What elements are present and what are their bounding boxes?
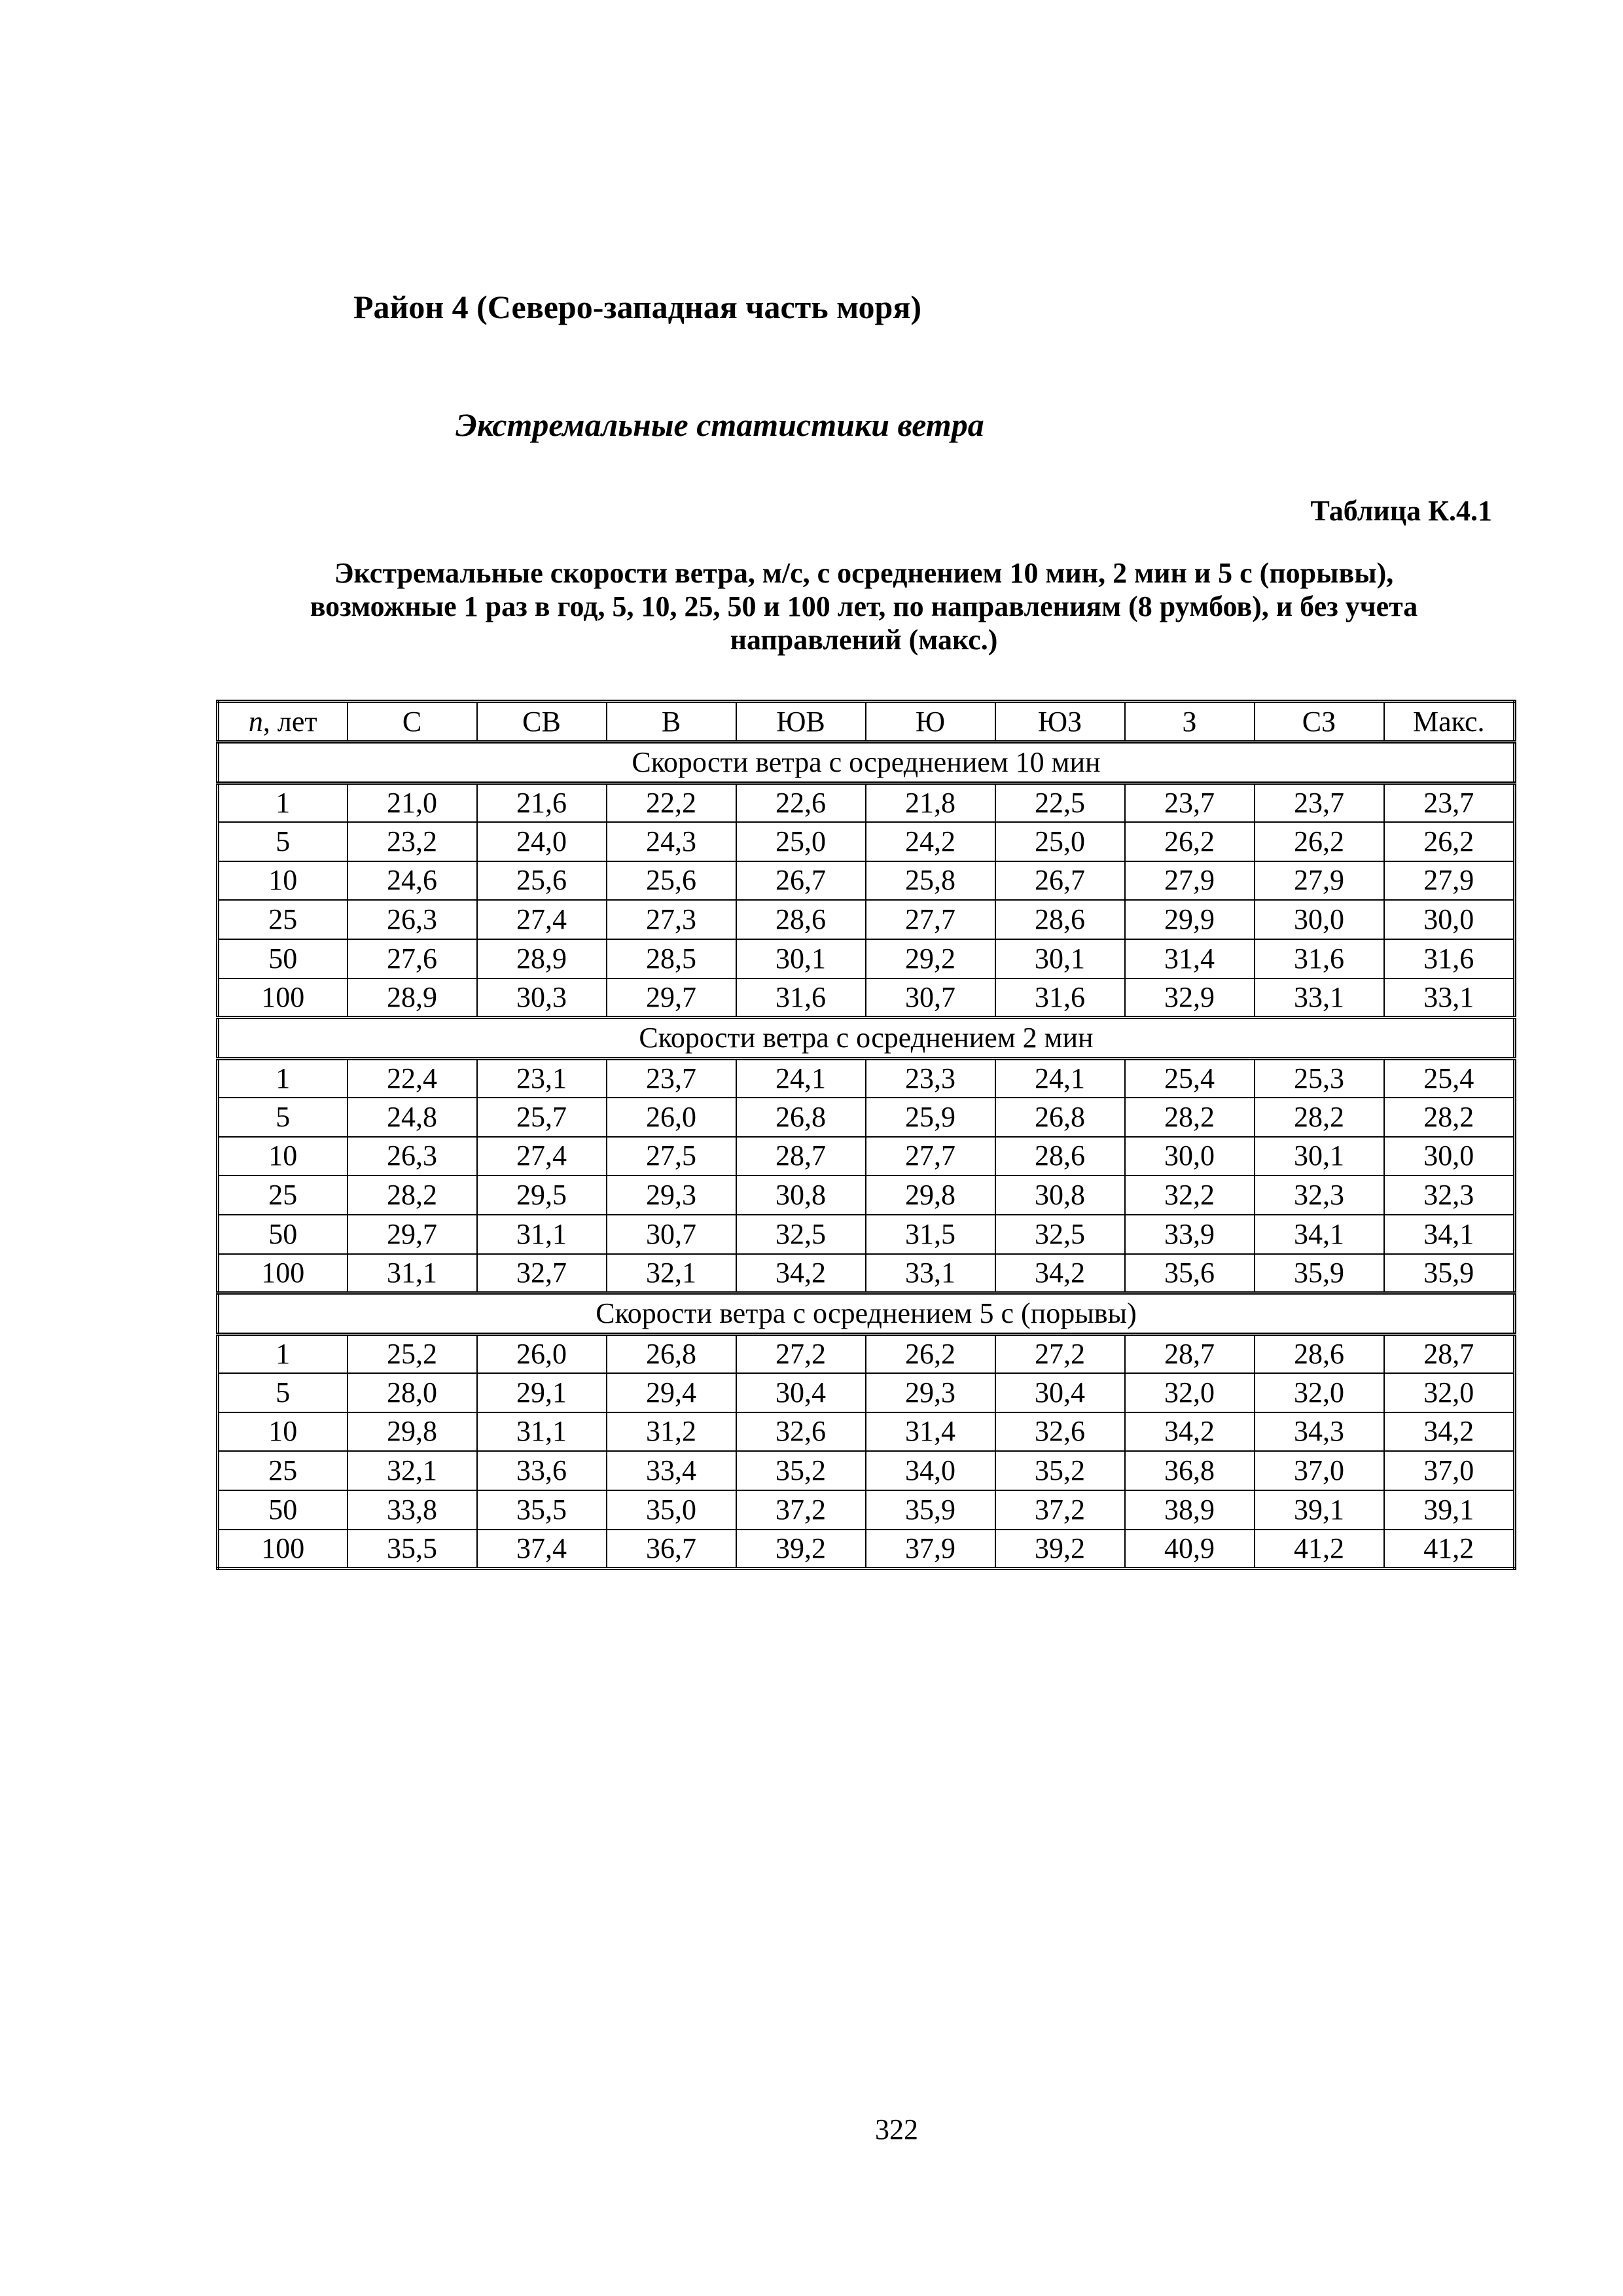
table-row (218, 1215, 1515, 1254)
value-cell: 26,7 (736, 861, 866, 901)
value-cell: 26,2 (1255, 822, 1384, 861)
value-cell: 26,0 (607, 1098, 736, 1137)
value-cell: 33,1 (866, 1254, 995, 1293)
value-cell: 31,6 (1255, 939, 1384, 978)
section-row (218, 742, 1515, 783)
value-cell: 30,4 (736, 1373, 866, 1412)
value-cell: 26,3 (348, 1137, 477, 1176)
value-cell: 34,2 (736, 1254, 866, 1293)
value-cell: 30,3 (477, 978, 607, 1018)
value-cell: 29,5 (477, 1175, 607, 1215)
value-cell: 21,6 (477, 783, 607, 822)
value-cell: 36,8 (1125, 1451, 1255, 1490)
value-cell: 28,0 (348, 1373, 477, 1412)
value-cell: 39,1 (1384, 1490, 1515, 1530)
return-period-cell: 50 (218, 1490, 348, 1530)
table-row (218, 1175, 1515, 1215)
value-cell: 32,0 (1125, 1373, 1255, 1412)
value-cell: 32,0 (1384, 1373, 1515, 1412)
value-cell: 30,0 (1384, 1137, 1515, 1176)
value-cell: 28,7 (1125, 1334, 1255, 1373)
value-cell: 24,2 (866, 822, 995, 861)
section-row (218, 1293, 1515, 1334)
table-row (218, 1098, 1515, 1137)
return-period-cell: 1 (218, 783, 348, 822)
value-cell: 35,9 (1384, 1254, 1515, 1293)
value-cell: 31,2 (607, 1412, 736, 1452)
return-period-cell: 50 (218, 939, 348, 978)
value-cell: 34,1 (1255, 1215, 1384, 1254)
value-cell: 33,1 (1255, 978, 1384, 1018)
table-header-row (218, 702, 1515, 742)
return-period-cell: 25 (218, 1175, 348, 1215)
value-cell: 28,7 (736, 1137, 866, 1176)
value-cell: 32,9 (1125, 978, 1255, 1018)
page-heading: Район 4 (Северо-западная часть моря) (353, 289, 922, 325)
value-cell: 33,9 (1125, 1215, 1255, 1254)
value-cell: 31,6 (736, 978, 866, 1018)
value-cell: 33,8 (348, 1490, 477, 1530)
value-cell: 39,2 (995, 1530, 1125, 1569)
value-cell: 27,4 (477, 1137, 607, 1176)
value-cell: 26,2 (1384, 822, 1515, 861)
table-row (218, 1530, 1515, 1569)
value-cell: 33,6 (477, 1451, 607, 1490)
value-cell: 35,5 (348, 1530, 477, 1569)
return-period-cell: 100 (218, 1530, 348, 1569)
value-cell: 27,5 (607, 1137, 736, 1176)
table-caption (216, 556, 1512, 656)
value-cell: 21,0 (348, 783, 477, 822)
value-cell: 24,1 (736, 1058, 866, 1098)
value-cell: 25,4 (1384, 1058, 1515, 1098)
value-cell: 34,2 (1125, 1412, 1255, 1452)
value-cell: 27,7 (866, 900, 995, 939)
return-period-cell: 25 (218, 1451, 348, 1490)
value-cell: 34,2 (995, 1254, 1125, 1293)
value-cell: 29,8 (348, 1412, 477, 1452)
value-cell: 35,2 (736, 1451, 866, 1490)
value-cell: 29,1 (477, 1373, 607, 1412)
value-cell: 24,8 (348, 1098, 477, 1137)
value-cell: 31,6 (995, 978, 1125, 1018)
value-cell: 35,9 (866, 1490, 995, 1530)
value-cell: 37,0 (1384, 1451, 1515, 1490)
section-title: Скорости ветра с осреднением 10 мин (218, 742, 1515, 783)
value-cell: 23,2 (348, 822, 477, 861)
table-row (218, 783, 1515, 822)
value-cell: 26,8 (995, 1098, 1125, 1137)
value-cell: 29,3 (607, 1175, 736, 1215)
value-cell: 30,1 (995, 939, 1125, 978)
value-cell: 25,6 (477, 861, 607, 901)
value-cell: 23,1 (477, 1058, 607, 1098)
value-cell: 28,6 (995, 1137, 1125, 1176)
value-cell: 24,3 (607, 822, 736, 861)
value-cell: 37,2 (995, 1490, 1125, 1530)
value-cell: 31,4 (1125, 939, 1255, 978)
value-cell: 40,9 (1125, 1530, 1255, 1569)
value-cell: 34,1 (1384, 1215, 1515, 1254)
value-cell: 25,7 (477, 1098, 607, 1137)
table-row (218, 861, 1515, 901)
value-cell: 22,4 (348, 1058, 477, 1098)
n-suffix: , лет (262, 705, 317, 738)
value-cell: 30,1 (736, 939, 866, 978)
value-cell: 32,3 (1384, 1175, 1515, 1215)
column-header: СВ (477, 702, 607, 742)
value-cell: 41,2 (1384, 1530, 1515, 1569)
value-cell: 38,9 (1125, 1490, 1255, 1530)
value-cell: 32,3 (1255, 1175, 1384, 1215)
value-cell: 23,3 (866, 1058, 995, 1098)
value-cell: 35,0 (607, 1490, 736, 1530)
value-cell: 34,2 (1384, 1412, 1515, 1452)
value-cell: 22,5 (995, 783, 1125, 822)
return-period-cell: 100 (218, 1254, 348, 1293)
return-period-cell: 1 (218, 1058, 348, 1098)
column-header: ЮВ (736, 702, 866, 742)
value-cell: 22,6 (736, 783, 866, 822)
return-period-cell: 100 (218, 978, 348, 1018)
caption-line: Экстремальные скорости ветра, м/с, с осреднением 10 мин, 2 мин и 5 с (порывы), (334, 557, 1394, 589)
return-period-cell: 5 (218, 822, 348, 861)
value-cell: 30,8 (736, 1175, 866, 1215)
value-cell: 30,0 (1384, 900, 1515, 939)
value-cell: 34,0 (866, 1451, 995, 1490)
value-cell: 27,4 (477, 900, 607, 939)
value-cell: 29,4 (607, 1373, 736, 1412)
value-cell: 27,6 (348, 939, 477, 978)
value-cell: 28,6 (995, 900, 1125, 939)
value-cell: 37,9 (866, 1530, 995, 1569)
value-cell: 37,4 (477, 1530, 607, 1569)
value-cell: 31,1 (348, 1254, 477, 1293)
value-cell: 25,8 (866, 861, 995, 901)
column-header: В (607, 702, 736, 742)
caption-line: возможные 1 раз в год, 5, 10, 25, 50 и 100 лет, по направлениям (8 румбов), и без учета (310, 590, 1418, 622)
value-cell: 28,2 (1125, 1098, 1255, 1137)
value-cell: 27,2 (995, 1334, 1125, 1373)
value-cell: 39,2 (736, 1530, 866, 1569)
value-cell: 27,9 (1255, 861, 1384, 901)
value-cell: 32,2 (1125, 1175, 1255, 1215)
section-row (218, 1017, 1515, 1058)
value-cell: 31,5 (866, 1215, 995, 1254)
table-row (218, 1254, 1515, 1293)
n-symbol: n (248, 705, 263, 738)
value-cell: 29,7 (607, 978, 736, 1018)
table-row (218, 1490, 1515, 1530)
table-row (218, 939, 1515, 978)
page-number: 322 (875, 2113, 918, 2145)
value-cell: 36,7 (607, 1530, 736, 1569)
value-cell: 24,6 (348, 861, 477, 901)
value-cell: 28,2 (348, 1175, 477, 1215)
value-cell: 27,9 (1384, 861, 1515, 901)
value-cell: 28,2 (1255, 1098, 1384, 1137)
value-cell: 28,9 (348, 978, 477, 1018)
value-cell: 24,0 (477, 822, 607, 861)
column-header: ЮЗ (995, 702, 1125, 742)
value-cell: 32,6 (995, 1412, 1125, 1452)
value-cell: 25,4 (1125, 1058, 1255, 1098)
value-cell: 23,7 (1255, 783, 1384, 822)
value-cell: 32,7 (477, 1254, 607, 1293)
value-cell: 27,3 (607, 900, 736, 939)
return-period-cell: 5 (218, 1373, 348, 1412)
return-period-cell: 1 (218, 1334, 348, 1373)
caption-line: направлений (макс.) (730, 624, 998, 656)
value-cell: 34,3 (1255, 1412, 1384, 1452)
value-cell: 24,1 (995, 1058, 1125, 1098)
value-cell: 21,8 (866, 783, 995, 822)
value-cell: 39,1 (1255, 1490, 1384, 1530)
value-cell: 22,2 (607, 783, 736, 822)
value-cell: 26,8 (607, 1334, 736, 1373)
value-cell: 37,2 (736, 1490, 866, 1530)
return-period-cell: 5 (218, 1098, 348, 1137)
table-row (218, 978, 1515, 1018)
table-row (218, 1373, 1515, 1412)
value-cell: 35,6 (1125, 1254, 1255, 1293)
column-header: Макс. (1384, 702, 1515, 742)
value-cell: 29,8 (866, 1175, 995, 1215)
value-cell: 29,3 (866, 1373, 995, 1412)
column-header: З (1125, 702, 1255, 742)
value-cell: 29,2 (866, 939, 995, 978)
value-cell: 27,7 (866, 1137, 995, 1176)
value-cell: 33,1 (1384, 978, 1515, 1018)
value-cell: 32,0 (1255, 1373, 1384, 1412)
section-title: Скорости ветра с осреднением 2 мин (218, 1017, 1515, 1058)
value-cell: 31,4 (866, 1412, 995, 1452)
column-header: СЗ (1255, 702, 1384, 742)
value-cell: 25,0 (995, 822, 1125, 861)
table-body (218, 742, 1515, 1569)
value-cell: 33,4 (607, 1451, 736, 1490)
value-cell: 23,7 (1125, 783, 1255, 822)
table-row (218, 1412, 1515, 1452)
value-cell: 30,1 (1255, 1137, 1384, 1176)
value-cell: 28,9 (477, 939, 607, 978)
value-cell: 28,5 (607, 939, 736, 978)
table-row (218, 1451, 1515, 1490)
value-cell: 31,1 (477, 1412, 607, 1452)
value-cell: 28,6 (736, 900, 866, 939)
return-period-cell: 10 (218, 1412, 348, 1452)
value-cell: 26,0 (477, 1334, 607, 1373)
value-cell: 26,7 (995, 861, 1125, 901)
value-cell: 26,2 (1125, 822, 1255, 861)
value-cell: 30,0 (1125, 1137, 1255, 1176)
value-cell: 25,0 (736, 822, 866, 861)
value-cell: 32,5 (995, 1215, 1125, 1254)
table-number: Таблица К.4.1 (1310, 495, 1492, 527)
table-row (218, 1137, 1515, 1176)
value-cell: 30,8 (995, 1175, 1125, 1215)
value-cell: 41,2 (1255, 1530, 1384, 1569)
table-row (218, 900, 1515, 939)
value-cell: 28,2 (1384, 1098, 1515, 1137)
wind-speed-table (216, 700, 1516, 1570)
value-cell: 30,4 (995, 1373, 1125, 1412)
value-cell: 35,5 (477, 1490, 607, 1530)
value-cell: 31,1 (477, 1215, 607, 1254)
return-period-cell: 10 (218, 861, 348, 901)
value-cell: 28,7 (1384, 1334, 1515, 1373)
value-cell: 26,3 (348, 900, 477, 939)
value-cell: 25,9 (866, 1098, 995, 1137)
return-period-cell: 50 (218, 1215, 348, 1254)
value-cell: 30,7 (866, 978, 995, 1018)
page-subheading: Экстремальные статистики ветра (455, 406, 984, 443)
table-row (218, 1058, 1515, 1098)
section-title: Скорости ветра с осреднением 5 с (порывы) (218, 1293, 1515, 1334)
value-cell: 25,6 (607, 861, 736, 901)
value-cell: 29,9 (1125, 900, 1255, 939)
table-row (218, 822, 1515, 861)
return-period-cell: 25 (218, 900, 348, 939)
value-cell: 28,6 (1255, 1334, 1384, 1373)
value-cell: 32,6 (736, 1412, 866, 1452)
value-cell: 30,0 (1255, 900, 1384, 939)
value-cell: 32,1 (607, 1254, 736, 1293)
return-period-cell: 10 (218, 1137, 348, 1176)
value-cell: 29,7 (348, 1215, 477, 1254)
value-cell: 23,7 (607, 1058, 736, 1098)
header-cell-n (218, 702, 348, 742)
value-cell: 27,9 (1125, 861, 1255, 901)
value-cell: 25,3 (1255, 1058, 1384, 1098)
value-cell: 26,8 (736, 1098, 866, 1137)
column-header: Ю (866, 702, 995, 742)
value-cell: 23,7 (1384, 783, 1515, 822)
table-row (218, 1334, 1515, 1373)
value-cell: 32,5 (736, 1215, 866, 1254)
value-cell: 35,2 (995, 1451, 1125, 1490)
value-cell: 32,1 (348, 1451, 477, 1490)
value-cell: 30,7 (607, 1215, 736, 1254)
value-cell: 35,9 (1255, 1254, 1384, 1293)
value-cell: 37,0 (1255, 1451, 1384, 1490)
value-cell: 31,6 (1384, 939, 1515, 978)
value-cell: 26,2 (866, 1334, 995, 1373)
value-cell: 27,2 (736, 1334, 866, 1373)
column-header: С (348, 702, 477, 742)
value-cell: 25,2 (348, 1334, 477, 1373)
